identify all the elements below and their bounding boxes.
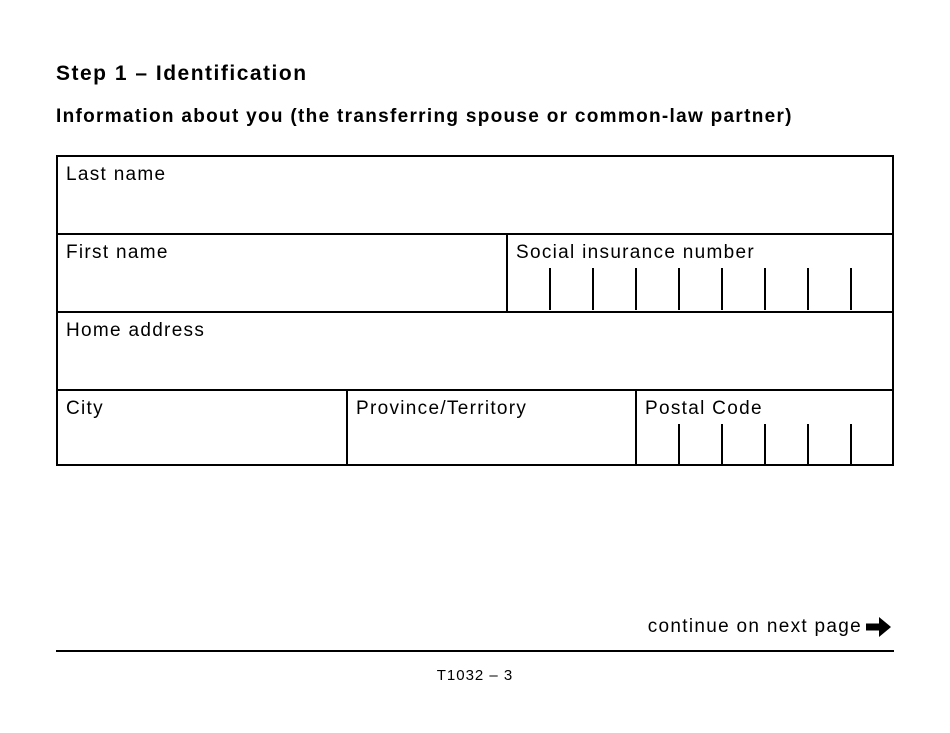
first-name-label: First name [66,242,169,263]
postal-code-field[interactable] [637,391,892,466]
city-field[interactable] [58,391,346,466]
right-arrow-icon [866,615,892,639]
digit-box-divider [807,424,809,466]
continue-note [648,615,892,639]
continue-text: continue on next page [647,616,862,637]
province-territory-label: Province/Territory [356,398,528,419]
sin-label: Social insurance number [516,242,756,263]
first-name-field[interactable] [58,235,506,312]
city-label: City [66,398,104,419]
step-title: Step 1 – Identification [56,62,308,85]
digit-box-divider [764,424,766,466]
digit-box-divider [850,268,852,310]
section-subtitle: Information about you (the transferring spouse or common-law partner) [56,106,793,127]
last-name-label: Last name [66,164,167,185]
home-address-field[interactable] [58,313,892,390]
digit-box-divider [764,268,766,310]
digit-box-divider [678,424,680,466]
digit-box-divider [807,268,809,310]
digit-box-divider [635,268,637,310]
home-address-label: Home address [66,320,206,341]
digit-box-divider [549,268,551,310]
identification-form [56,155,894,466]
digit-box-divider [678,268,680,310]
digit-box-divider [721,268,723,310]
digit-box-divider [721,424,723,466]
last-name-field[interactable] [58,157,892,234]
digit-box-divider [850,424,852,466]
page-number: T1032 – 3 [436,667,514,684]
postal-code-label: Postal Code [645,398,763,419]
sin-field[interactable] [508,235,892,312]
digit-box-divider [592,268,594,310]
province-territory-field[interactable] [348,391,635,466]
footer-rule [56,650,894,652]
